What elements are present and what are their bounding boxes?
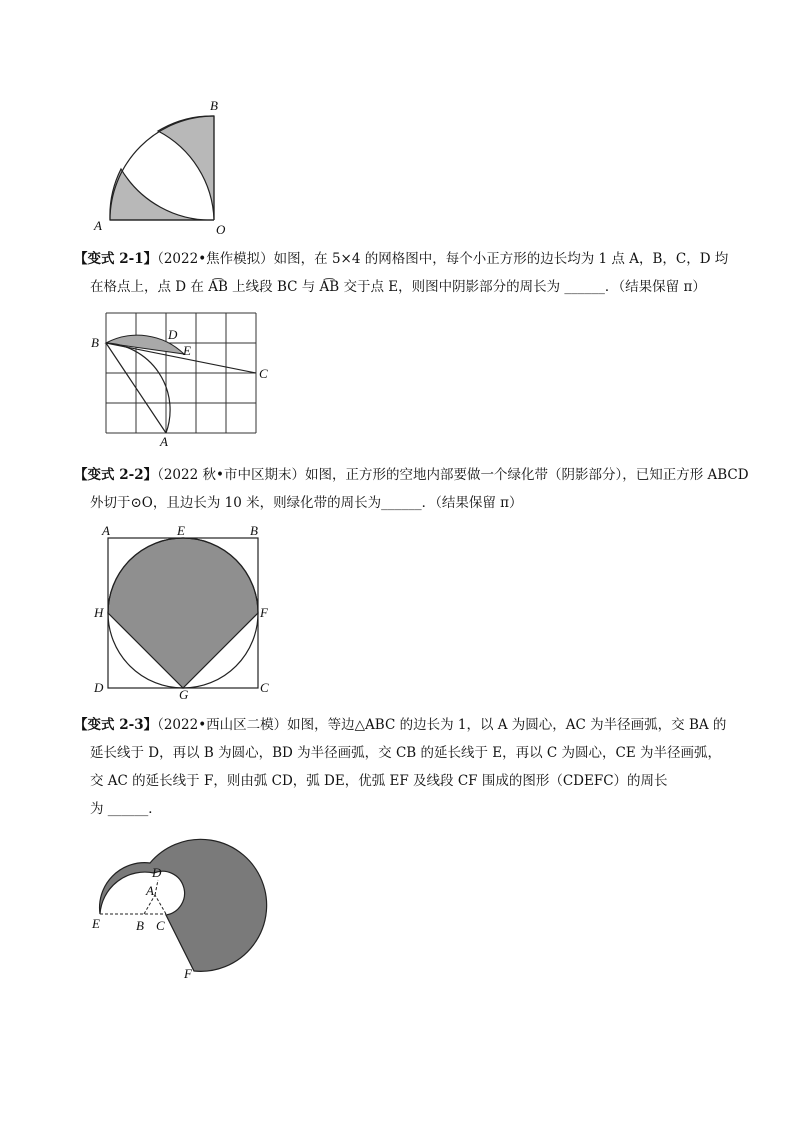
label-E: E <box>183 343 191 358</box>
label-D: D <box>152 865 162 880</box>
label-B: B <box>136 918 144 933</box>
problem-2-3-line2: 延长线于 D，再以 B 为圆心，BD 为半径画弧，交 CB 的延长线于 E，再以 C 为圆心，CE 为半径画弧， <box>90 745 722 761</box>
label-A: A <box>146 883 154 898</box>
label-D: D <box>94 680 104 695</box>
figure-square-circle <box>88 523 278 702</box>
label-B: B <box>210 98 218 113</box>
label-C: C <box>260 680 269 695</box>
label-D: D <box>168 327 178 342</box>
problem-2-2-line2: 外切于⊙O，且边长为 10 米，则绿化带的周长为______．（结果保留 π） <box>90 495 523 511</box>
problem-2-3-tag: 【变式 2-3】 <box>74 717 158 733</box>
segment-BC <box>106 343 256 373</box>
problem-2-3 <box>74 711 727 823</box>
shaded-spiral <box>100 839 267 971</box>
problem-2-2-line1: （2022 秋•市中区期末）如图，正方形的空地内部要做一个绿化带（阴影部分），已知正方形 ABCD <box>157 467 749 483</box>
label-E: E <box>177 523 185 538</box>
label-C: C <box>259 366 268 381</box>
label-E: E <box>92 916 100 931</box>
label-A: A <box>94 218 102 233</box>
label-A: A <box>102 523 110 538</box>
label-O: O <box>216 222 226 237</box>
label-B: B <box>250 523 258 538</box>
problem-2-3-line4: 为 ______． <box>90 801 162 817</box>
problem-2-1-tag: 【变式 2-1】 <box>74 251 158 267</box>
label-C: C <box>156 918 165 933</box>
label-F: F <box>260 605 268 620</box>
shaded-region-upper <box>158 116 214 220</box>
label-H: H <box>94 605 104 620</box>
label-G: G <box>179 687 189 702</box>
label-F: F <box>184 966 192 981</box>
problem-2-3-line3: 交 AC 的延长线于 F，则由弧 CD，弧 DE，优弧 EF 及线段 CF 围成的图形（CDEFC）的周长 <box>90 773 668 789</box>
grid-lines <box>106 313 256 433</box>
label-A: A <box>160 434 168 449</box>
figure-quarter-circle <box>88 96 238 236</box>
figure-grid <box>88 308 278 448</box>
problem-2-3-line1: （2022•西山区二模）如图，等边△ABC 的边长为 1，以 A 为圆心，AC 为半径画弧，交 BA 的 <box>157 717 727 733</box>
problem-2-1 <box>74 245 729 301</box>
figure-spiral <box>88 840 248 990</box>
problem-2-2 <box>74 461 749 517</box>
label-B: B <box>91 335 99 350</box>
problem-2-1-line2: 在格点上，点 D 在 A͡B 上线段 BC 与 A͡B 交于点 E，则图中阴影部分的周长为 ______．（结果保留 π） <box>90 279 706 295</box>
problem-2-1-line1: （2022•焦作模拟）如图，在 5×4 的网格图中，每个小正方形的边长均为 1 点 A，B，C，D 均 <box>157 251 729 267</box>
problem-2-2-tag: 【变式 2-2】 <box>74 467 158 483</box>
shaded-region-lower <box>110 169 214 220</box>
shaded-green-belt <box>108 538 258 688</box>
